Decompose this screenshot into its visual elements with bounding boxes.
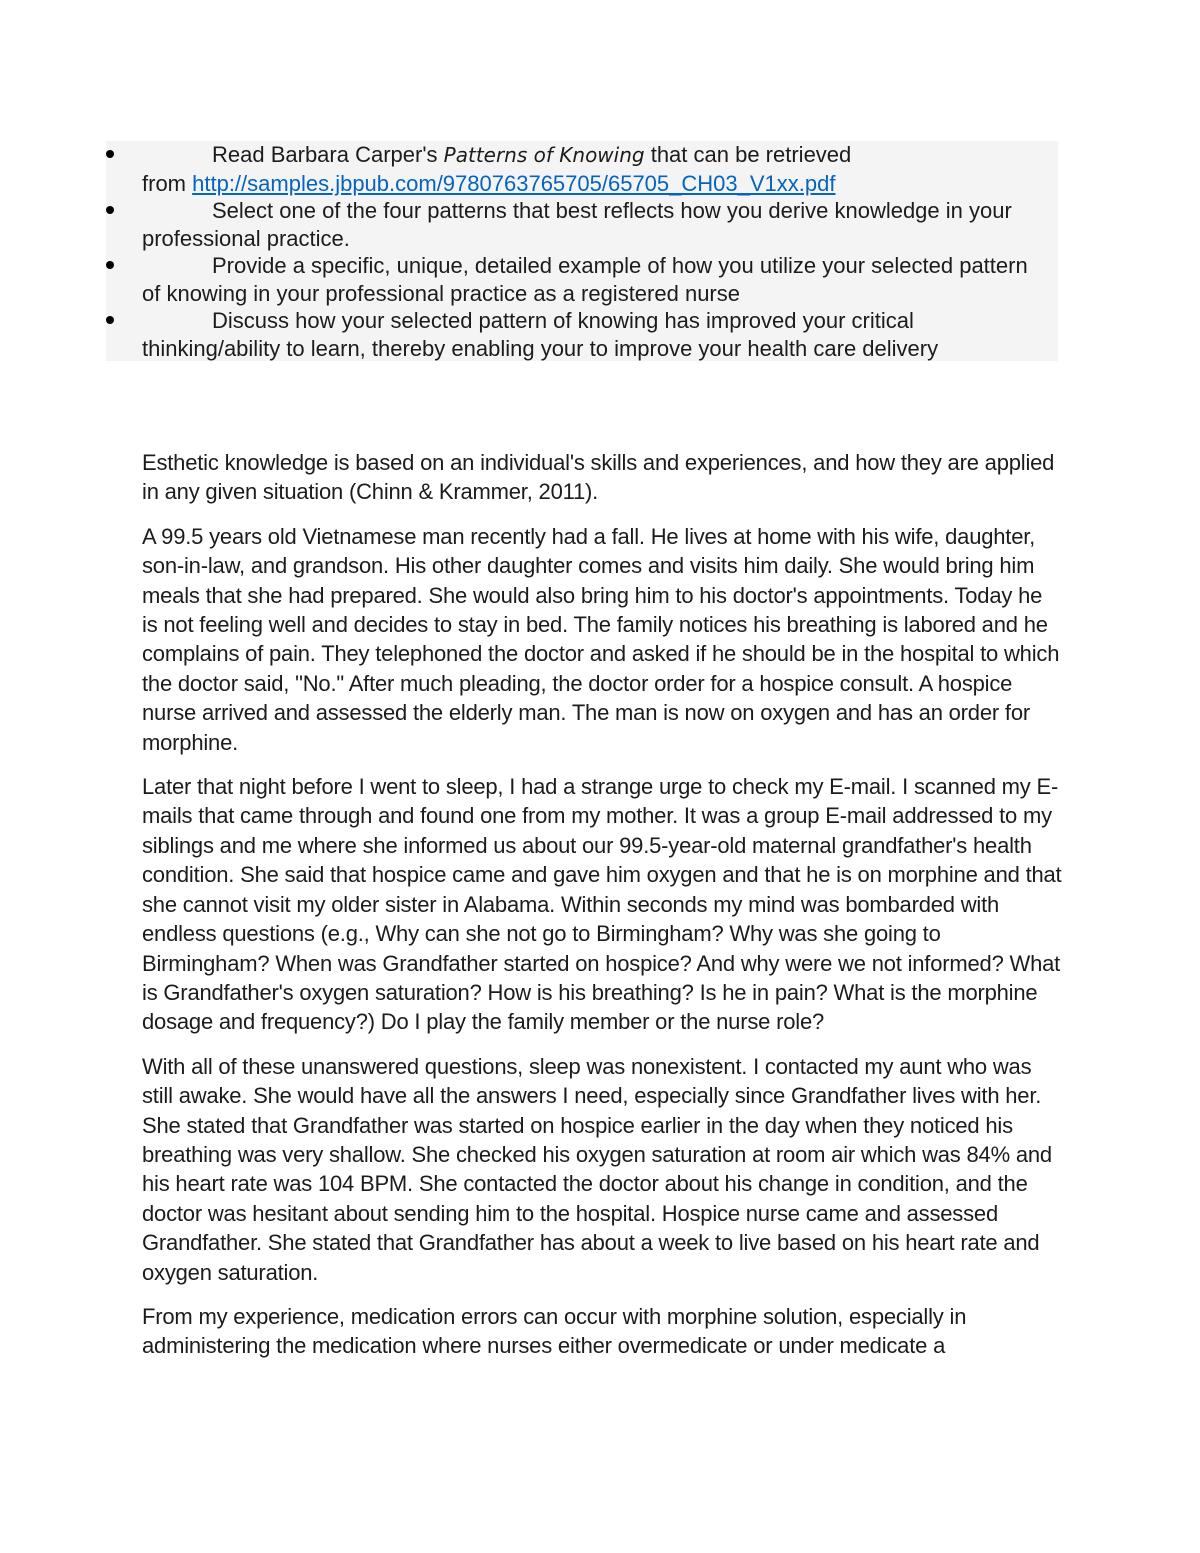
bullet-item	[106, 141, 1058, 197]
bullet-dot-icon	[106, 206, 114, 214]
paragraph: A 99.5 years old Vietnamese man recently had a fall. He lives at home with his wife, daughter, son-in-law, and grandson. His other daughter comes and visits him daily. She would bring him meals that she had prepared. She would also bring him to his doctor's appointments. Today he is not feeling well and decides to stay in bed. The family notices his breathing is labored and he complains of pain. They telephoned the doctor and asked if he should be in the hospital to which the doctor said, "No." After much pleading, the doctor order for a hospice consult. A hospice nurse arrived and assessed the elderly man. The man is now on oxygen and has an order for morphine.	[142, 523, 1060, 755]
bullet-item	[106, 307, 1058, 362]
bullet-text: Provide a specific, unique, detailed example of how you utilize your selected pattern of knowing in your professional practice as a registered nurse	[142, 253, 1028, 306]
bullet-item	[106, 252, 1058, 307]
paragraph: With all of these unanswered questions, sleep was nonexistent. I contacted my aunt who was still awake. She would have all the answers I need, especially since Grandfather lives with her. She stated that Grandfather was started on hospice earlier in the day when they noticed his breathing was very shallow. She checked his oxygen saturation at room air which was 84% and his heart rate was 104 BPM. She contacted the doctor about his change in condition, and the doctor was hesitant about sending him to the hospital. Hospice nurse came and assessed Grandfather. She stated that Grandfather has about a week to live based on his heart rate and oxygen saturation.	[142, 1053, 1052, 1285]
bullet-text: from	[142, 170, 193, 196]
bullet-text: that can be retrieved	[644, 142, 852, 167]
paragraph: From my experience, medication errors can occur with morphine solution, especially in administering the medication where nurses either overmedicate or under medicate a	[142, 1303, 967, 1359]
bullet-dot-icon	[106, 316, 114, 324]
bullet-dot-icon	[106, 150, 114, 158]
bullet-text: Select one of the four patterns that best reflects how you derive knowledge in your professional practice.	[142, 198, 1012, 251]
bullet-text: Discuss how your selected pattern of knowing has improved your critical thinking/ability to learn, thereby enabling your to improve your health care delivery	[142, 308, 939, 361]
essay-body	[142, 448, 1062, 1376]
source-link[interactable]: http://samples.jbpub.com/9780763765705/65705_CH03_V1xx.pdf	[192, 170, 836, 196]
bullet-item	[106, 197, 1058, 252]
bullet-text: Read Barbara Carper's	[212, 142, 444, 167]
paragraph: Esthetic knowledge is based on an individual's skills and experiences, and how they are applied in any given situation (Chinn & Krammer, 2011).	[142, 450, 1055, 505]
paragraph: Later that night before I went to sleep, I had a strange urge to check my E-mail. I scanned my E-mails that came through and found one from my mother. It was a group E-mail addressed to my siblings and me where she informed us about our 99.5-year-old maternal grandfather's health condition. She said that hospice came and gave him oxygen and that he is on morphine and that she cannot visit my older sister in Alabama. Within seconds my mind was bombarded with endless questions (e.g., Why can she not go to Birmingham? Why was she going to Birmingham? When was Grandfather started on hospice? And why were we not informed? What is Grandfather's oxygen saturation? How is his breathing? Is he in pain? What is the morphine dosage and frequency?) Do I play the family member or the nurse role?	[142, 774, 1062, 1035]
assignment-instructions	[106, 141, 1058, 361]
italic-title: Patterns of Knowing	[443, 143, 645, 167]
bullet-dot-icon	[106, 261, 114, 269]
